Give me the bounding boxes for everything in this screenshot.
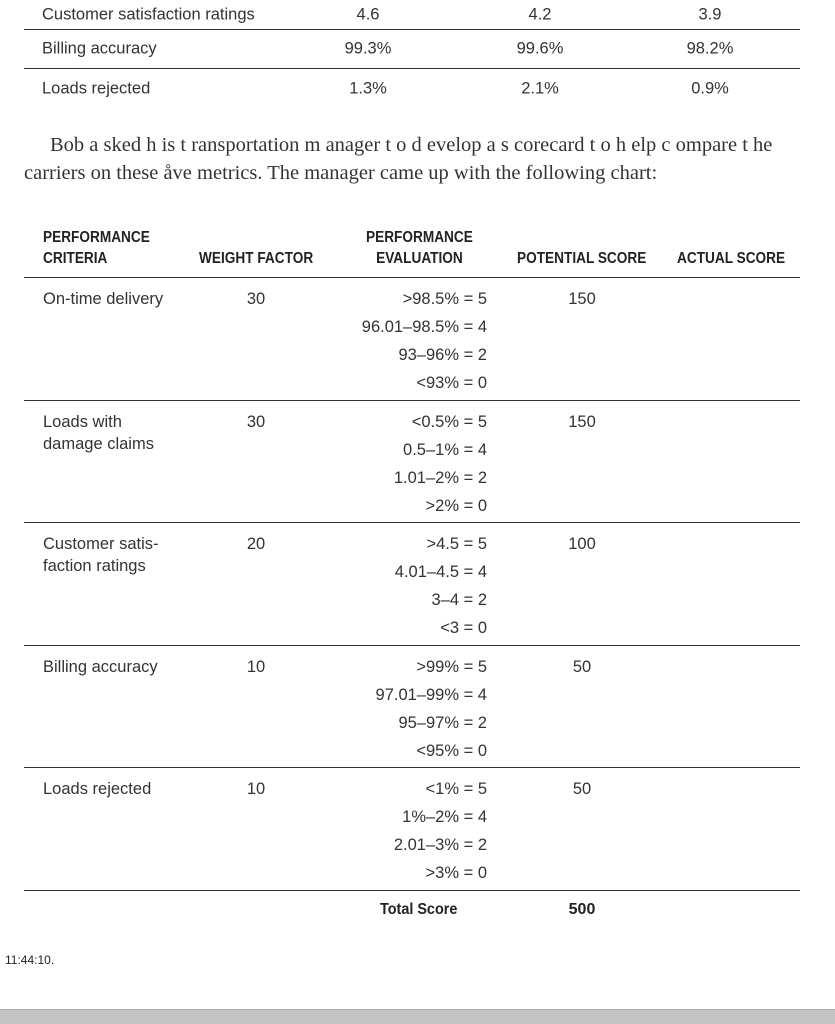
weight-cell: 10	[246, 657, 266, 676]
row-label: Loads rejected	[42, 79, 151, 97]
potential-cell: 150	[568, 290, 596, 308]
evaluation-cell: <0.5% = 5 0.5–1% = 4 1.01–2% = 2 >2% = 0	[393, 412, 487, 515]
table-row	[24, 278, 800, 401]
criteria-cell: Loads with damage claims	[43, 412, 154, 453]
scorecard-table	[24, 226, 800, 931]
total-score-value: 500	[568, 900, 596, 918]
body-paragraph	[24, 131, 804, 187]
evaluation-cell: <1% = 5 1%–2% = 4 2.01–3% = 2 >3% = 0	[393, 780, 487, 882]
cell-value: 4.6	[356, 5, 380, 23]
table-row	[24, 69, 800, 108]
weight-cell: 10	[246, 780, 266, 798]
criteria-cell: Customer satis- faction ratings	[43, 535, 159, 575]
table-row	[24, 30, 800, 69]
table-row	[24, 768, 800, 891]
cell-value: 99.6%	[516, 39, 564, 58]
cell-value: 4.2	[528, 5, 552, 23]
cell-value: 2.1%	[521, 79, 559, 97]
weight-cell: 20	[246, 535, 266, 553]
cell-value: 3.9	[698, 5, 722, 23]
horizontal-scrollbar[interactable]	[0, 1009, 835, 1024]
evaluation-cell: >4.5 = 5 4.01–4.5 = 4 3–4 = 2 <3 = 0	[394, 535, 487, 637]
cell-value: 1.3%	[349, 79, 387, 97]
table-row	[24, 401, 800, 524]
header-criteria: PERFORMANCE CRITERIA	[43, 229, 150, 267]
cell-value: 99.3%	[344, 39, 392, 58]
row-label: Customer satisfaction ratings	[42, 5, 255, 23]
total-score-label: Total Score	[380, 900, 458, 918]
header-potential: POTENTIAL SCORE	[517, 250, 647, 267]
table-row	[24, 523, 800, 646]
cell-value: 98.2%	[686, 39, 734, 58]
potential-cell: 100	[568, 535, 596, 553]
total-row	[24, 891, 800, 931]
criteria-cell: Billing accuracy	[43, 657, 158, 676]
table-row	[24, 0, 800, 30]
evaluation-cell: >98.5% = 5 96.01–98.5% = 4 93–96% = 2 <93% = 0	[361, 290, 487, 392]
table-row	[24, 646, 800, 769]
timestamp: 11:44:10.	[5, 953, 55, 967]
paragraph-line-1: Bob a sked h is t ransportation m anager t o d evelop a s corecard t o h elp c ompare t he	[50, 134, 773, 156]
paragraph-line-2: carriers on these åve metrics. The manager came up with the following chart:	[24, 162, 658, 184]
carrier-comparison-table	[24, 0, 800, 108]
criteria-cell: On-time delivery	[43, 290, 164, 308]
weight-cell: 30	[246, 412, 266, 431]
header-weight: WEIGHT FACTOR	[199, 250, 314, 267]
criteria-cell: Loads rejected	[43, 780, 152, 798]
header-evaluation: PERFORMANCE EVALUATION	[366, 229, 473, 267]
cell-value: 0.9%	[691, 79, 729, 97]
evaluation-cell: >99% = 5 97.01–99% = 4 95–97% = 2 <95% = 0	[375, 657, 487, 760]
potential-cell: 50	[572, 780, 592, 798]
weight-cell: 30	[246, 290, 266, 308]
potential-cell: 150	[568, 412, 596, 431]
header-actual: ACTUAL SCORE	[677, 250, 786, 267]
potential-cell: 50	[572, 657, 592, 676]
table-header	[24, 226, 800, 278]
row-label: Billing accuracy	[42, 39, 157, 58]
